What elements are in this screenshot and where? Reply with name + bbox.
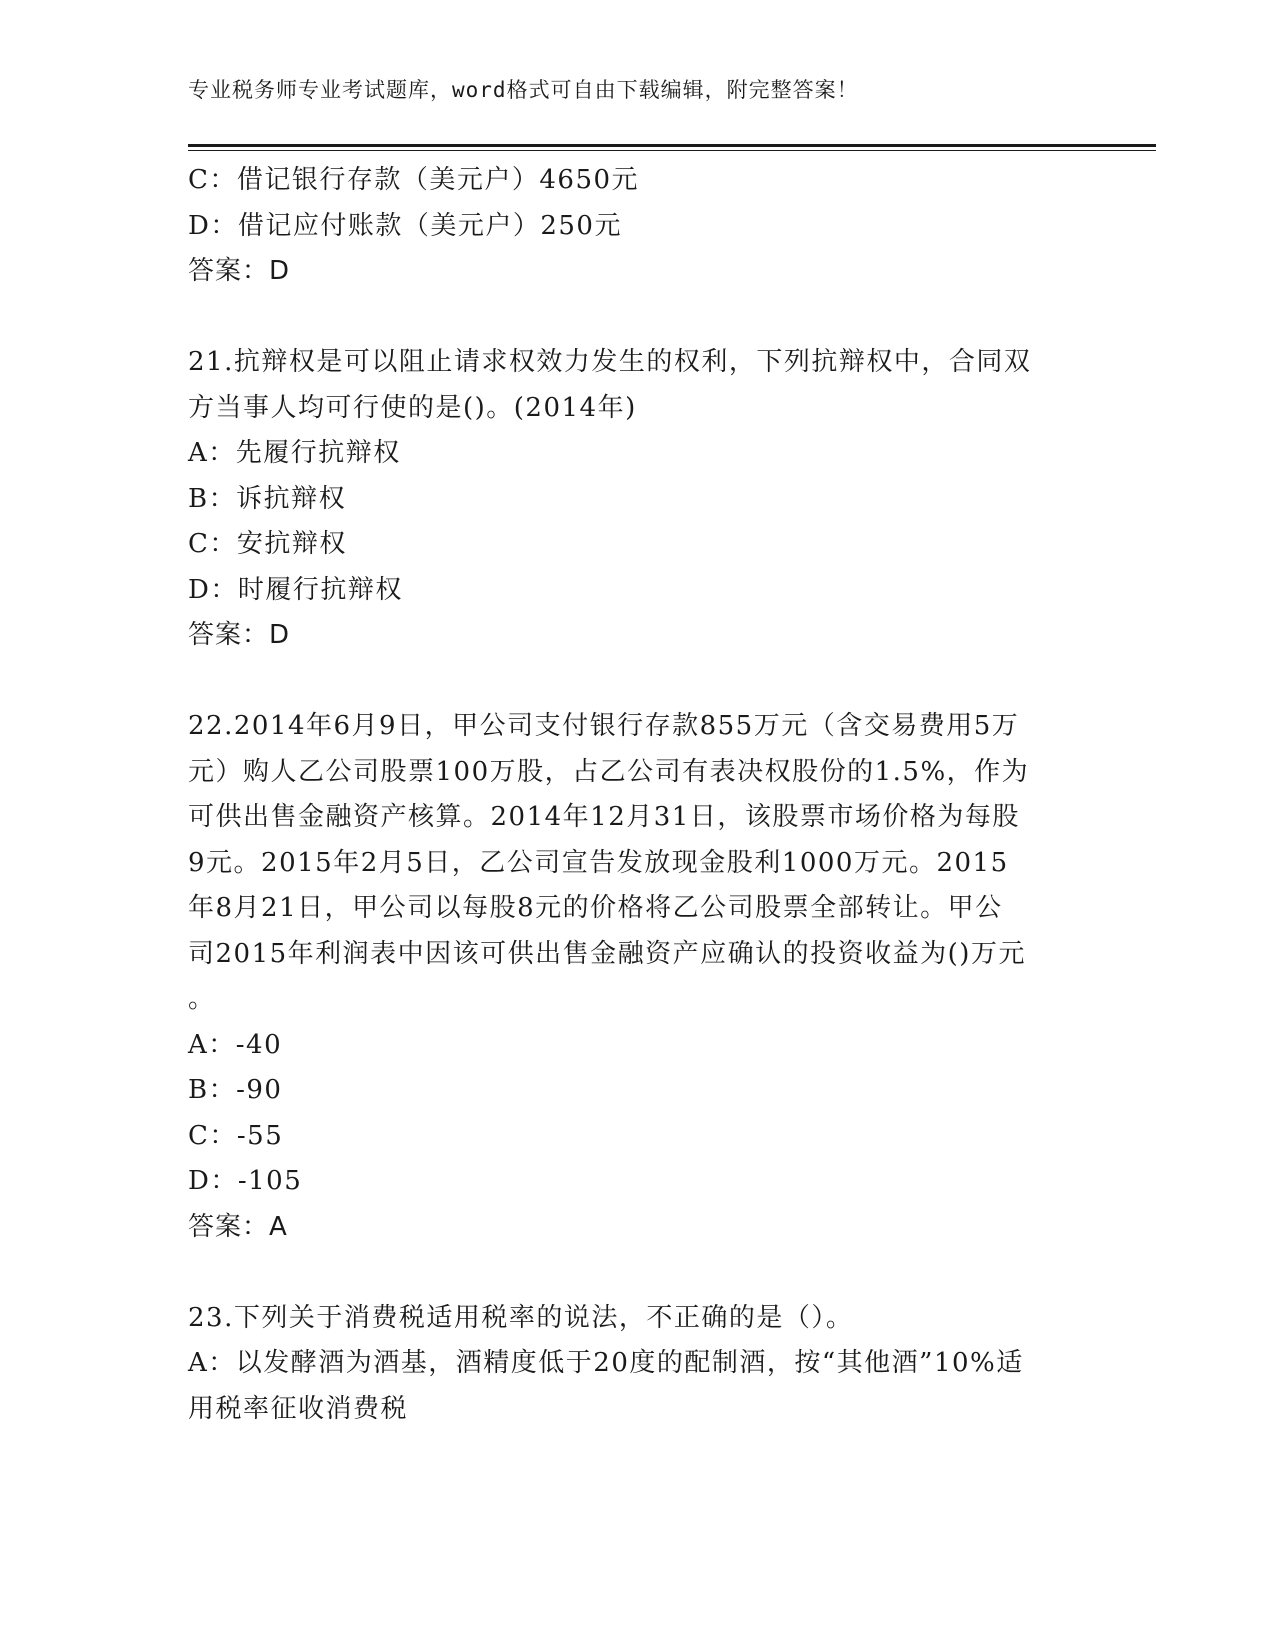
prev-question-block	[188, 158, 1088, 295]
option-a: A：以发酵酒为酒基，酒精度低于20度的配制酒，按“其他酒”10%适	[188, 1348, 1024, 1378]
option-a-continued: 用税率征收消费税	[188, 1393, 409, 1424]
question-stem-line: 9元。2015年2月5日，乙公司宣告发放现金股利1000万元。2015	[188, 847, 1009, 878]
page-header: 专业税务师专业考试题库，word格式可自由下载编辑，附完整答案！	[188, 78, 859, 102]
spacer	[188, 1250, 1088, 1296]
option-d: D：时履行抗辩权	[188, 574, 403, 605]
option-a: A：-40	[188, 1029, 283, 1060]
question-stem-line: 21.抗辩权是可以阻止请求权效力发生的权利，下列抗辩权中，合同双	[188, 347, 1032, 377]
option-a: A：先履行抗辩权	[188, 438, 401, 468]
spacer	[188, 295, 1088, 341]
question-23	[188, 1296, 1088, 1433]
spacer	[188, 659, 1088, 705]
question-stem-line: 年8月21日，甲公司以每股8元的价格将乙公司股票全部转让。甲公	[188, 893, 1003, 923]
option-c: C：借记银行存款（美元户）4650元	[188, 165, 640, 195]
question-content	[188, 158, 1088, 1432]
option-c: C：安抗辩权	[188, 529, 347, 559]
question-stem-line: 司2015年利润表中因该可供出售金融资产应确认的投资收益为()万元	[188, 938, 1026, 969]
option-c: C：-55	[188, 1120, 284, 1151]
question-stem-line: 。	[188, 984, 216, 1014]
answer-line: 答案：A	[188, 1211, 288, 1242]
question-stem-line: 23.下列关于消费税适用税率的说法，不正确的是（）。	[188, 1302, 854, 1333]
option-b: B：-90	[188, 1075, 283, 1105]
question-stem-line: 方当事人均可行使的是()。(2014年)	[188, 392, 637, 423]
header-rule-thin	[188, 150, 1156, 151]
question-stem-line: 可供出售金融资产核算。2014年12月31日，该股票市场价格为每股	[188, 802, 1020, 832]
option-d: D：-105	[188, 1166, 303, 1196]
question-stem-line: 元）购人乙公司股票100万股，占乙公司有表决权股份的1.5%，作为	[188, 756, 1030, 787]
option-d: D：借记应付账款（美元户）250元	[188, 210, 622, 241]
question-22	[188, 704, 1088, 1250]
answer-line: 答案：D	[188, 620, 291, 650]
header-rule-thick	[188, 144, 1156, 147]
option-b: B：诉抗辩权	[188, 483, 347, 514]
question-21	[188, 340, 1088, 659]
question-stem-line: 22.2014年6月9日，甲公司支付银行存款855万元（含交易费用5万	[188, 711, 1020, 741]
answer-line: 答案：D	[188, 256, 291, 286]
